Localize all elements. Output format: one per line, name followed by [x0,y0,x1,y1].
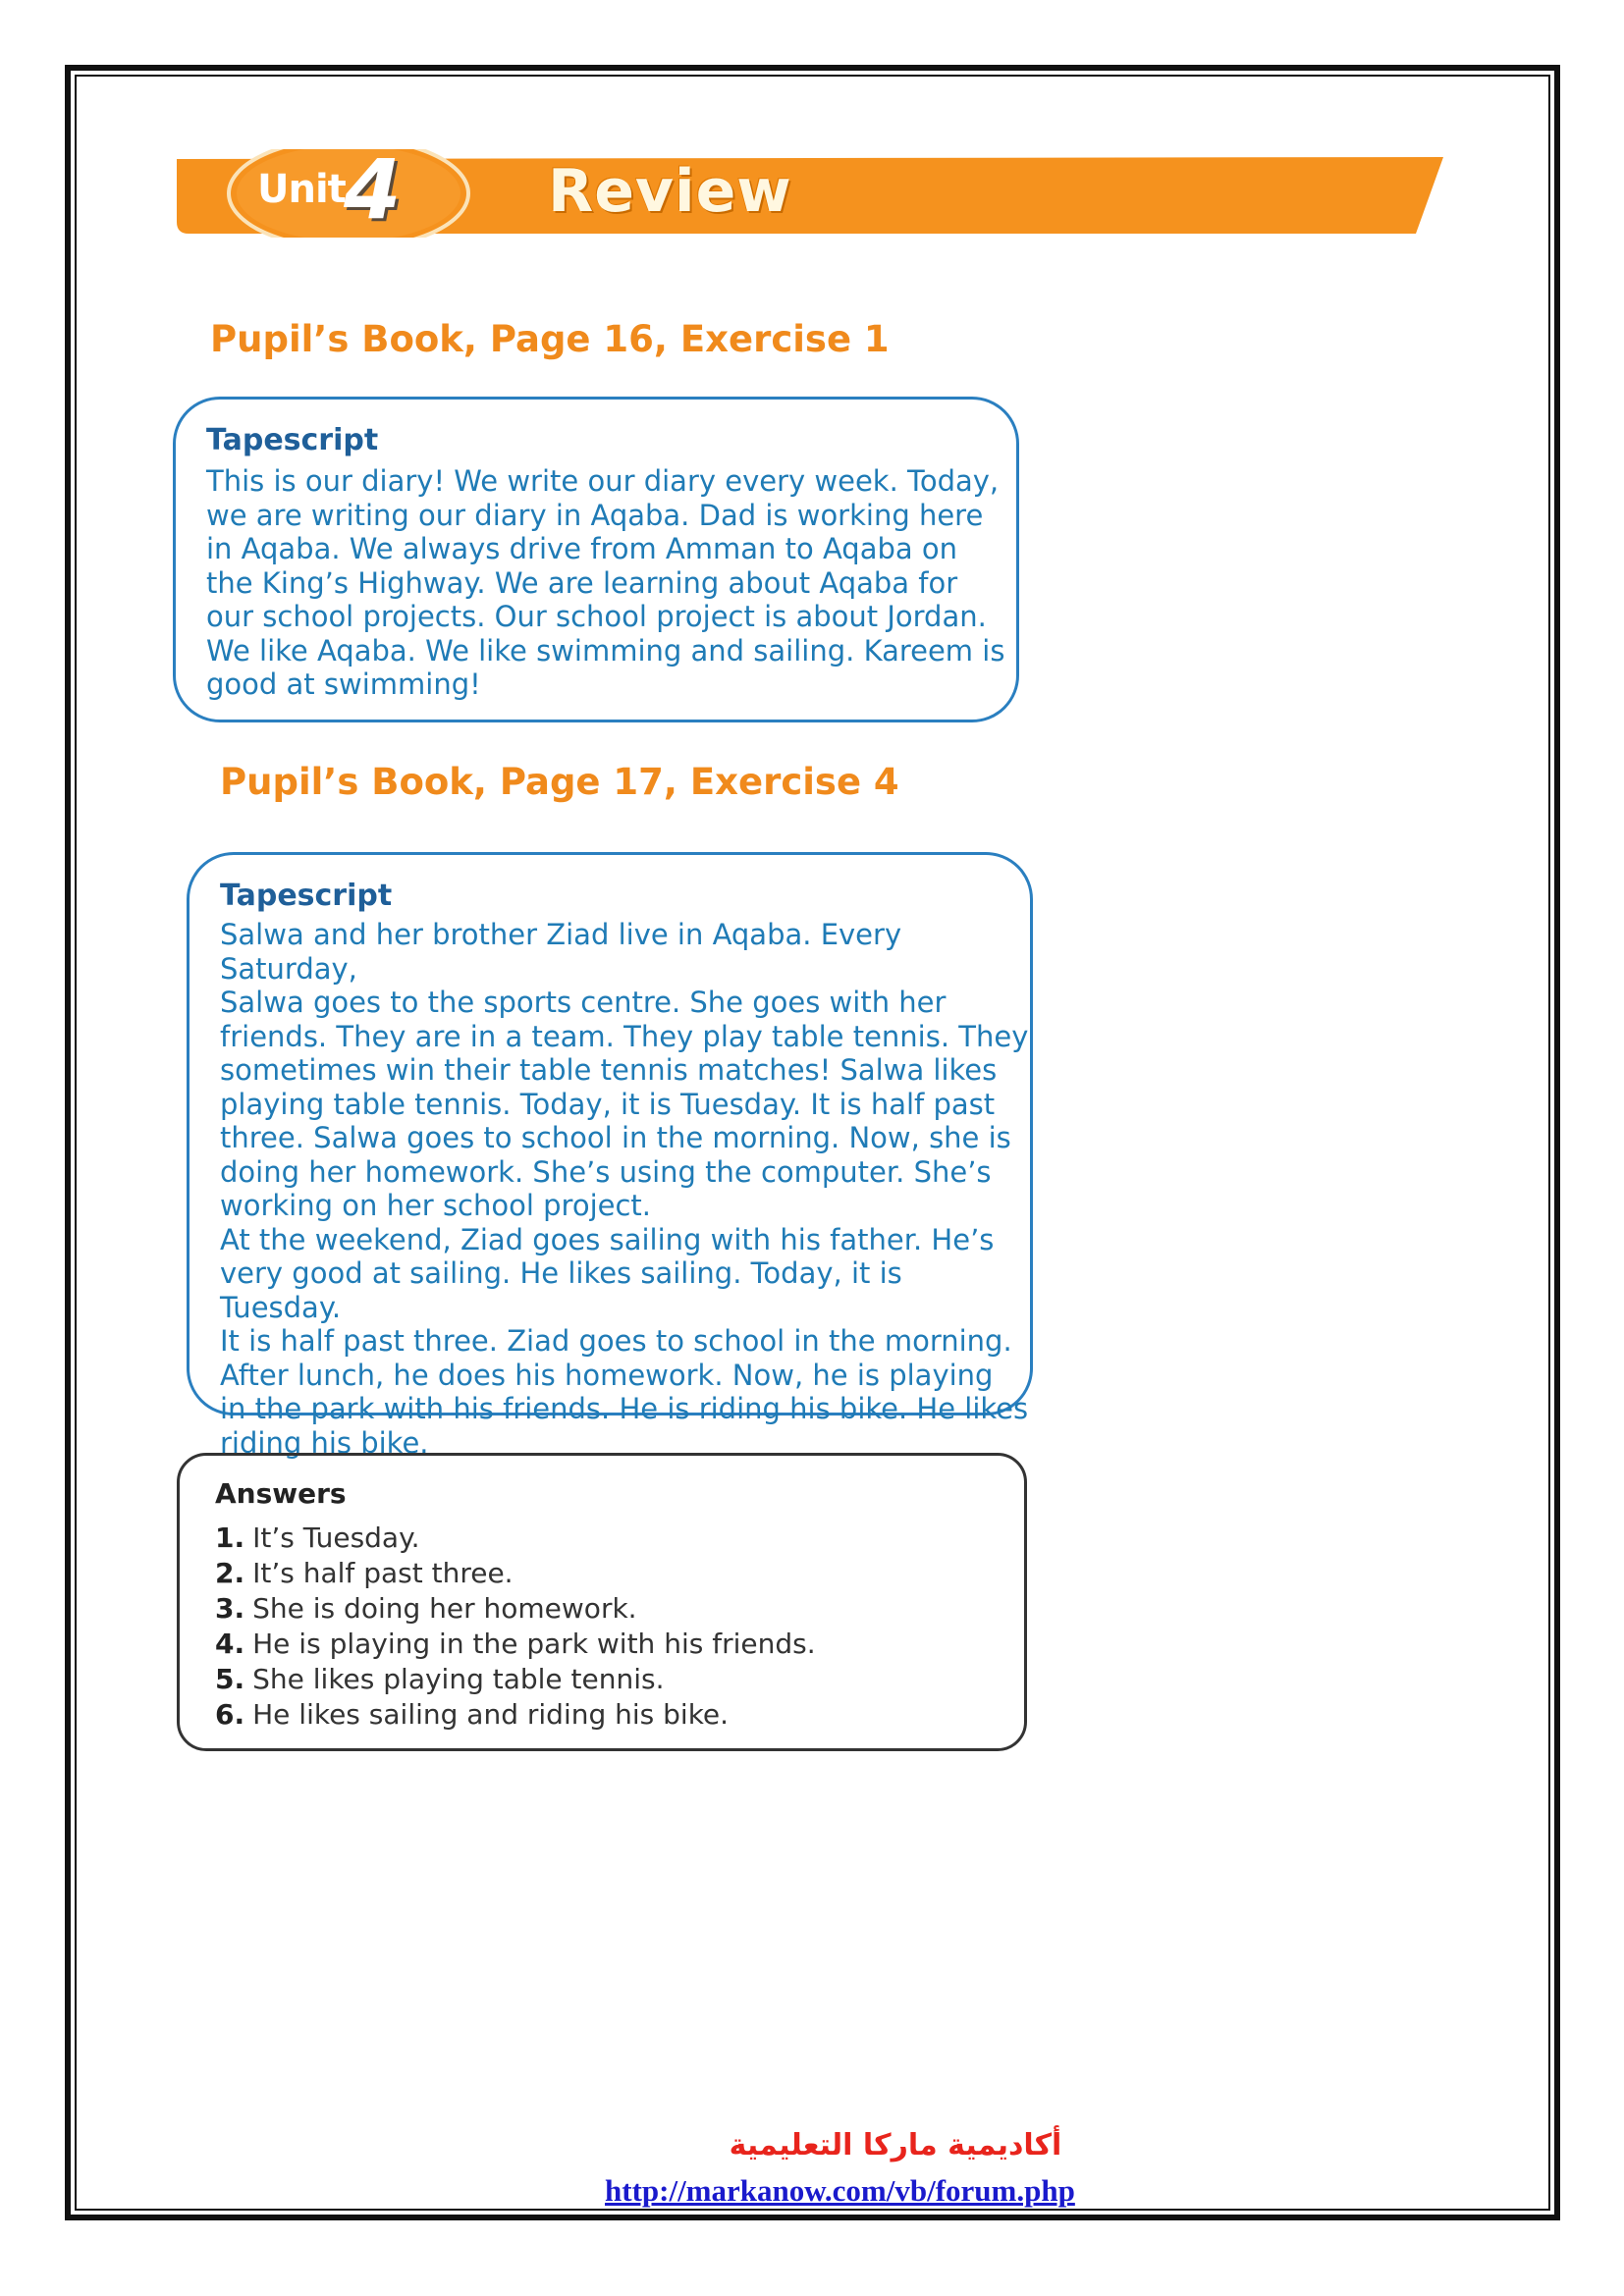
tapescript-text-1: This is our diary! We write our diary every week. Today, we are writing our diary in Aqaba. Dad is working here in Aqaba. We always drive from Amman to Aqaba on the King’s Highway. We are learning about Aqaba for our school projects. Our school project is about Jordan. We like Aqaba. We like swimming and sailing. Kareem is good at swimming! [206,464,1005,701]
answer-text: He likes sailing and riding his bike. [252,1698,730,1731]
section2-heading: Pupil’s Book, Page 17, Exercise 4 [220,761,899,803]
answer-item [215,1521,816,1556]
answer-item [215,1662,816,1697]
footer-academy-name: أكاديمية ماركا التعليمية [729,2128,1062,2163]
answer-number: 3. [215,1592,245,1625]
answer-number: 5. [215,1663,245,1695]
answer-item [215,1697,816,1733]
answers-list [215,1521,816,1733]
tapescript-title-1: Tapescript [206,423,379,457]
unit-label: Unit [257,167,346,212]
answer-item [215,1556,816,1591]
answer-text: It’s Tuesday. [252,1522,420,1554]
answer-text: She likes playing table tennis. [252,1663,665,1695]
tapescript-text-2: Salwa and her brother Ziad live in Aqaba. Every Saturday, Salwa goes to the sports centre. She goes with her friends. They are in a team. They play table tennis. They sometimes win their table tennis matches! Salwa likes playing table tennis. Today, it is Tuesday. It is half past three. Salwa goes to school in the morning. Now, she is doing her homework. She’s using the computer. She’s working on her school project. At the weekend, Ziad goes sailing with his father. He’s very good at sailing. He likes sailing. Today, it is Tuesday. It is half past three. Ziad goes to school in the morning. After lunch, he does his homework. Now, he is playing in the park with his friends. He is riding his bike. He likes riding his bike. [220,918,1029,1460]
tapescript-box-2 [187,852,1033,1460]
answer-number: 6. [215,1698,245,1731]
answer-item [215,1627,816,1662]
tapescript-title-2: Tapescript [220,879,393,913]
answer-number: 1. [215,1522,245,1554]
answer-item [215,1591,816,1627]
unit-banner [177,141,1443,238]
answers-title: Answers [215,1477,347,1510]
tapescript-box-1 [173,397,1019,722]
answer-text: It’s half past three. [252,1557,514,1589]
section1-heading: Pupil’s Book, Page 16, Exercise 1 [210,318,890,360]
review-title: Review [548,157,792,226]
footer-forum-link[interactable]: http://markanow.com/vb/forum.php [605,2173,1075,2208]
answer-text: She is doing her homework. [252,1592,637,1625]
answers-box [177,1453,1027,1751]
answer-number: 2. [215,1557,245,1589]
answer-text: He is playing in the park with his friends. [252,1628,816,1660]
unit-number: 4 [344,141,402,238]
answer-number: 4. [215,1628,245,1660]
